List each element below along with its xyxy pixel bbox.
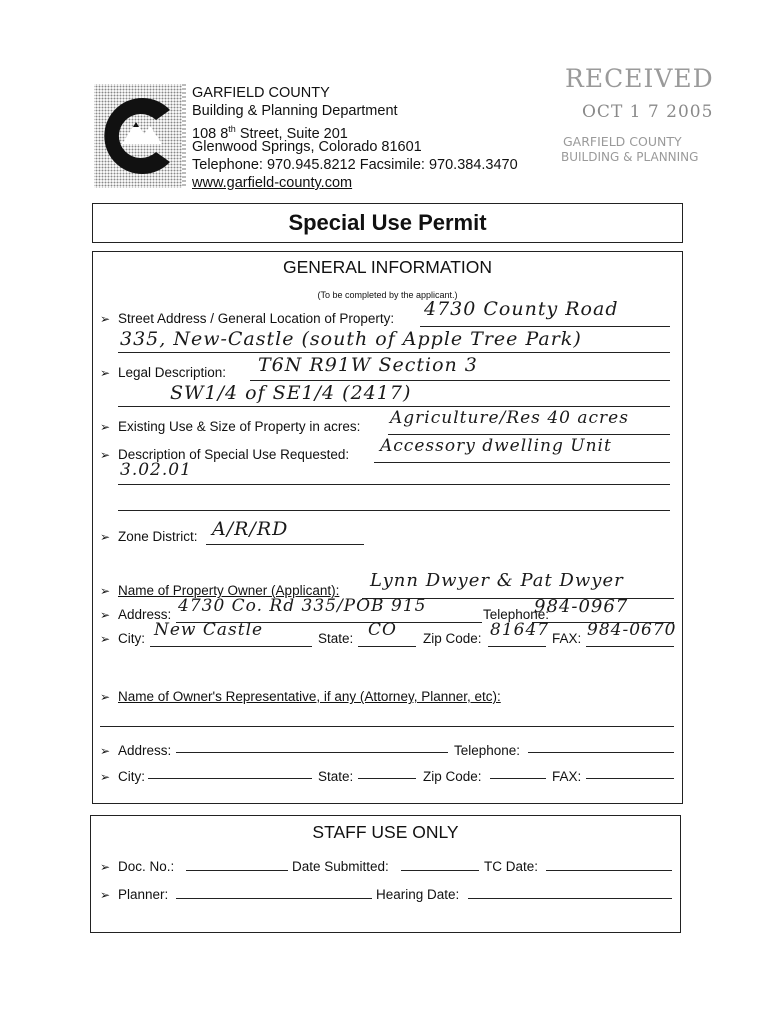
existing-use-label: Existing Use & Size of Property in acres: — [118, 419, 361, 434]
rep-fax-label: FAX: — [552, 769, 582, 784]
planner-line[interactable] — [176, 898, 372, 899]
tc-date-line[interactable] — [546, 870, 672, 871]
legal-description-line-2 — [118, 406, 670, 407]
general-heading: GENERAL INFORMATION — [282, 257, 493, 277]
hearing-date-line[interactable] — [468, 898, 672, 899]
arrow-bullet-icon: ➢ — [100, 530, 111, 544]
existing-use-field[interactable]: Agriculture/Res 40 acres — [390, 408, 629, 428]
rep-address-row — [100, 736, 171, 758]
arrow-bullet-icon: ➢ — [100, 770, 111, 784]
applicant-note: (To be completed by the applicant.) — [317, 290, 458, 300]
staff-heading: STAFF USE ONLY — [312, 822, 459, 842]
phone-line: Telephone: 970.945.8212 Facsimile: 970.384.3470 — [192, 157, 518, 173]
representative-label: Name of Owner's Representative, if any (Attorney, Planner, etc): — [118, 689, 501, 704]
zone-district-row — [100, 522, 198, 544]
planner-row — [100, 880, 168, 902]
special-use-row — [100, 440, 349, 462]
rep-city-line[interactable] — [148, 778, 312, 779]
arrow-bullet-icon: ➢ — [100, 420, 111, 434]
owner-address-row — [100, 600, 171, 622]
arrow-bullet-icon: ➢ — [100, 690, 111, 704]
form-title: Special Use Permit — [288, 210, 487, 235]
street-address-label: Street Address / General Location of Property: — [118, 311, 395, 326]
hearing-date-label: Hearing Date: — [376, 887, 460, 902]
rep-address-line[interactable] — [176, 752, 448, 753]
zone-district-label: Zone District: — [118, 529, 198, 544]
stamp-county: GARFIELD COUNTY — [563, 134, 682, 149]
received-stamp: RECEIVED — [565, 64, 714, 93]
owner-address-field[interactable]: 4730 Co. Rd 335/POB 915 — [178, 596, 427, 616]
special-use-line — [374, 462, 670, 463]
zip-label: Zip Code: — [423, 631, 482, 646]
doc-no-row — [100, 852, 174, 874]
arrow-bullet-icon: ➢ — [100, 860, 111, 874]
owner-state-line — [358, 646, 416, 647]
zone-district-field[interactable]: A/R/RD — [212, 518, 289, 540]
street-address-row — [100, 304, 394, 326]
owner-city-line — [150, 646, 312, 647]
rep-telephone-line[interactable] — [528, 752, 674, 753]
arrow-bullet-icon: ➢ — [100, 608, 111, 622]
special-use-field-2[interactable]: 3.02.01 — [120, 460, 192, 480]
arrow-bullet-icon: ➢ — [100, 744, 111, 758]
form-title-box — [92, 203, 683, 243]
arrow-bullet-icon: ➢ — [100, 888, 111, 902]
rep-state-label: State: — [318, 769, 354, 784]
owner-name-row — [100, 576, 339, 598]
special-use-line-2 — [118, 484, 670, 485]
owner-state-field[interactable]: CO — [368, 620, 397, 640]
rep-city-row — [100, 762, 145, 784]
date-submitted-line[interactable] — [401, 870, 479, 871]
stamp-dept: BUILDING & PLANNING — [561, 150, 699, 164]
street-address-field[interactable]: 4730 County Road — [424, 298, 619, 320]
special-use-label: Description of Special Use Requested: — [118, 447, 350, 462]
planner-label: Planner: — [118, 887, 169, 902]
rep-zip-line[interactable] — [490, 778, 546, 779]
owner-fax-field[interactable]: 984-0670 — [587, 620, 677, 640]
rep-zip-label: Zip Code: — [423, 769, 482, 784]
address-label: Address: — [118, 607, 172, 622]
org-name: GARFIELD COUNTY — [192, 85, 330, 101]
rep-fax-line[interactable] — [586, 778, 674, 779]
fax-label: FAX: — [552, 631, 582, 646]
rep-city-label: City: — [118, 769, 145, 784]
arrow-bullet-icon: ➢ — [100, 584, 111, 598]
tc-date-label: TC Date: — [484, 859, 539, 874]
representative-row — [100, 682, 501, 704]
city-line: Glenwood Springs, Colorado 81601 — [192, 139, 422, 155]
zone-district-line — [206, 544, 364, 545]
owner-zip-line — [488, 646, 546, 647]
garfield-county-logo — [92, 82, 184, 190]
logo-separator — [182, 84, 186, 188]
street-address-line-2 — [118, 352, 670, 353]
date-submitted-label: Date Submitted: — [292, 859, 389, 874]
legal-description-field[interactable]: T6N R91W Section 3 — [258, 354, 478, 376]
arrow-bullet-icon: ➢ — [100, 632, 111, 646]
rep-address-label: Address: — [118, 743, 172, 758]
doc-no-label: Doc. No.: — [118, 859, 175, 874]
existing-use-row — [100, 412, 360, 434]
owner-fax-line — [586, 646, 674, 647]
special-use-field[interactable]: Accessory dwelling Unit — [380, 436, 612, 456]
department-name: Building & Planning Department — [192, 103, 398, 119]
legal-description-label: Legal Description: — [118, 365, 227, 380]
street-address-line — [420, 326, 670, 327]
legal-description-field-2[interactable]: SW1/4 of SE1/4 (2417) — [170, 382, 412, 404]
telephone-label: Telephone: — [483, 607, 550, 622]
stamp-date: OCT 1 7 2005 — [582, 102, 714, 122]
arrow-bullet-icon: ➢ — [100, 448, 111, 462]
legal-description-row — [100, 358, 226, 380]
street-address-field-2[interactable]: 335, New-Castle (south of Apple Tree Park) — [120, 328, 582, 350]
state-label: State: — [318, 631, 354, 646]
legal-description-line — [250, 380, 670, 381]
special-use-line-3 — [118, 510, 670, 511]
owner-city-row — [100, 624, 145, 646]
owner-name-field[interactable]: Lynn Dwyer & Pat Dwyer — [370, 570, 624, 591]
owner-telephone-field[interactable]: 984-0967 — [534, 596, 629, 617]
website-link[interactable]: www.garfield-county.com — [192, 175, 353, 191]
existing-use-line — [388, 434, 670, 435]
owner-zip-field[interactable]: 81647 — [490, 620, 550, 640]
representative-name-line[interactable] — [100, 726, 674, 727]
arrow-bullet-icon: ➢ — [100, 366, 111, 380]
rep-state-line[interactable] — [358, 778, 416, 779]
city-label: City: — [118, 631, 145, 646]
rep-telephone-label: Telephone: — [454, 743, 521, 758]
owner-name-label: Name of Property Owner (Applicant): — [118, 583, 340, 598]
arrow-bullet-icon: ➢ — [100, 312, 111, 326]
doc-no-line[interactable] — [186, 870, 288, 871]
street-address: 108 8th Street, Suite 201 — [192, 124, 348, 142]
owner-city-field[interactable]: New Castle — [154, 620, 264, 640]
